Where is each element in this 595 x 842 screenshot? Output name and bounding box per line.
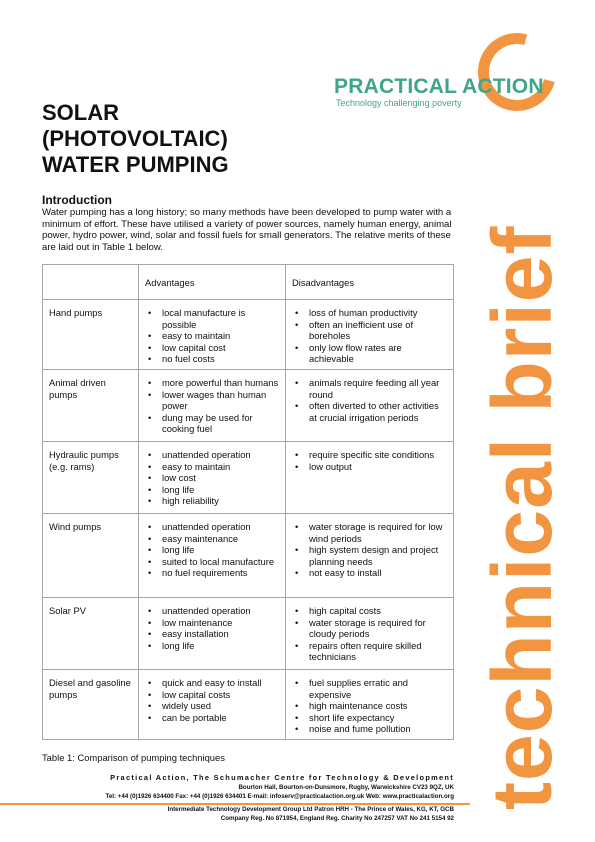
list-item: • no fuel costs bbox=[145, 353, 279, 365]
footer-address: Bourton Hall, Bourton-on-Dunsmore, Rugby, Warwickshire CV23 9QZ, UK bbox=[238, 784, 454, 791]
title-line-3: WATER PUMPING bbox=[42, 152, 229, 177]
list-item: • quick and easy to install bbox=[145, 677, 279, 689]
disadvantages-list bbox=[292, 605, 447, 663]
list-item: • often diverted to other activities at crucial irrigation periods bbox=[292, 400, 447, 423]
footer-org-name: Practical Action, The Schumacher Centre for Technology & Development bbox=[110, 773, 454, 782]
list-item: • more powerful than humans bbox=[145, 377, 279, 389]
table-header-row bbox=[43, 265, 454, 300]
vertical-brand-text: technical brief bbox=[475, 225, 569, 810]
list-item: • dung may be used for cooking fuel bbox=[145, 412, 279, 435]
disadvantages-cell bbox=[286, 300, 454, 370]
title-line-1: SOLAR bbox=[42, 100, 119, 125]
disadvantages-list bbox=[292, 377, 447, 423]
disadvantages-cell bbox=[286, 514, 454, 598]
list-item: • easy maintenance bbox=[145, 533, 279, 545]
list-item: • often an inefficient use of boreholes bbox=[292, 319, 447, 342]
list-item: • require specific site conditions bbox=[292, 449, 447, 461]
table-row bbox=[43, 370, 454, 442]
footer-registration: Company Reg. No 871954, England Reg. Charity No 247257 VAT No 241 5154 92 bbox=[220, 815, 454, 822]
list-item: • fuel supplies erratic and expensive bbox=[292, 677, 447, 700]
list-item: • loss of human productivity bbox=[292, 307, 447, 319]
list-item: • high capital costs bbox=[292, 605, 447, 617]
table-header-disadvantages: Disadvantages bbox=[286, 265, 454, 300]
list-item: • low output bbox=[292, 461, 447, 473]
advantages-list bbox=[145, 307, 279, 365]
list-item: • lower wages than human power bbox=[145, 389, 279, 412]
list-item: • animals require feeding all year round bbox=[292, 377, 447, 400]
list-item: • repairs often require skilled technicians bbox=[292, 640, 447, 663]
disadvantages-cell bbox=[286, 670, 454, 740]
list-item: • short life expectancy bbox=[292, 712, 447, 724]
logo-name: PRACTICAL ACTION bbox=[334, 75, 544, 98]
table-caption: Table 1: Comparison of pumping techniques bbox=[42, 752, 225, 763]
disadvantages-cell bbox=[286, 598, 454, 670]
intro-paragraph: Water pumping has a long history; so many methods have been developed to pump water with a minimum of effort. These have utilised a variety of power sources, namely human energy, animal power, hydro power, wind, solar and fossil fuels for small generators. The relative merits of these are laid out in Table 1 below. bbox=[42, 207, 452, 253]
list-item: • unattended operation bbox=[145, 449, 279, 461]
table-row bbox=[43, 598, 454, 670]
table-body bbox=[43, 300, 454, 740]
list-item: • low capital cost bbox=[145, 342, 279, 354]
disadvantages-cell bbox=[286, 370, 454, 442]
document-title bbox=[42, 100, 229, 178]
list-item: • not easy to install bbox=[292, 567, 447, 579]
list-item: • long life bbox=[145, 640, 279, 652]
advantages-list bbox=[145, 605, 279, 651]
pump-type-cell: Animal driven pumps bbox=[43, 370, 139, 442]
list-item: • easy to maintain bbox=[145, 330, 279, 342]
footer-contact: Tel: +44 (0)1926 634400 Fax: +44 (0)1926 634401 E-mail: infoserv@practicalaction.org.uk Web: www.practicalaction.org bbox=[105, 793, 454, 800]
logo-ring bbox=[464, 19, 571, 126]
disadvantages-list bbox=[292, 307, 447, 365]
table-header-blank bbox=[43, 265, 139, 300]
comparison-table bbox=[42, 264, 454, 740]
intro-heading: Introduction bbox=[42, 193, 112, 207]
list-item: • long life bbox=[145, 484, 279, 496]
list-item: • long life bbox=[145, 544, 279, 556]
title-line-2: (PHOTOVOLTAIC) bbox=[42, 126, 228, 151]
advantages-list bbox=[145, 377, 279, 435]
list-item: • low capital costs bbox=[145, 689, 279, 701]
list-item: • water storage is required for low wind periods bbox=[292, 521, 447, 544]
list-item: • no fuel requirements bbox=[145, 567, 279, 579]
table-row bbox=[43, 670, 454, 740]
list-item: • water storage is required for cloudy periods bbox=[292, 617, 447, 640]
list-item: • high system design and project planning needs bbox=[292, 544, 447, 567]
disadvantages-list bbox=[292, 677, 447, 735]
list-item: • suited to local manufacture bbox=[145, 556, 279, 568]
list-item: • low maintenance bbox=[145, 617, 279, 629]
advantages-cell bbox=[139, 514, 286, 598]
table-row bbox=[43, 300, 454, 370]
advantages-list bbox=[145, 449, 279, 507]
pump-type-cell: Solar PV bbox=[43, 598, 139, 670]
list-item: • widely used bbox=[145, 700, 279, 712]
list-item: • high reliability bbox=[145, 495, 279, 507]
list-item: • local manufacture is possible bbox=[145, 307, 279, 330]
advantages-cell bbox=[139, 598, 286, 670]
list-item: • high maintenance costs bbox=[292, 700, 447, 712]
list-item: • easy to maintain bbox=[145, 461, 279, 473]
footer-patron: Intermediate Technology Development Group Ltd Patron HRH - The Prince of Wales, KG, KT, GCB bbox=[167, 806, 454, 813]
list-item: • unattended operation bbox=[145, 521, 279, 533]
advantages-list bbox=[145, 521, 279, 579]
disadvantages-cell bbox=[286, 442, 454, 514]
advantages-cell bbox=[139, 442, 286, 514]
advantages-cell bbox=[139, 370, 286, 442]
pump-type-cell: Hand pumps bbox=[43, 300, 139, 370]
table-header-advantages: Advantages bbox=[139, 265, 286, 300]
advantages-cell bbox=[139, 300, 286, 370]
list-item: • can be portable bbox=[145, 712, 279, 724]
logo-tagline: Technology challenging poverty bbox=[336, 98, 462, 108]
list-item: • unattended operation bbox=[145, 605, 279, 617]
list-item: • only low flow rates are achievable bbox=[292, 342, 447, 365]
list-item: • low cost bbox=[145, 472, 279, 484]
disadvantages-list bbox=[292, 521, 447, 579]
footer-divider bbox=[0, 803, 470, 805]
table-row bbox=[43, 514, 454, 598]
disadvantages-list bbox=[292, 449, 447, 472]
pump-type-cell: Wind pumps bbox=[43, 514, 139, 598]
pump-type-cell: Diesel and gasoline pumps bbox=[43, 670, 139, 740]
pump-type-cell: Hydraulic pumps (e.g. rams) bbox=[43, 442, 139, 514]
list-item: • noise and fume pollution bbox=[292, 723, 447, 735]
advantages-cell bbox=[139, 670, 286, 740]
table-row bbox=[43, 442, 454, 514]
advantages-list bbox=[145, 677, 279, 723]
list-item: • easy installation bbox=[145, 628, 279, 640]
